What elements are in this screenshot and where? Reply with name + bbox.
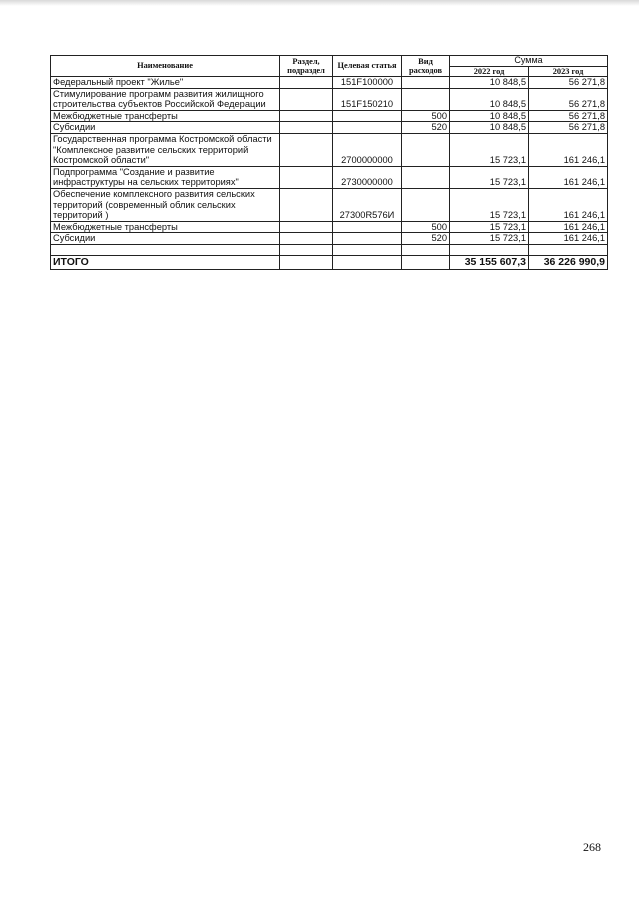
empty-cell xyxy=(280,244,333,255)
cell-type xyxy=(402,88,450,110)
table-row xyxy=(51,221,608,233)
empty-cell xyxy=(280,255,333,269)
cell-name: Обеспечение комплексного развития сельских территорий (современный облик сельских территорий ) xyxy=(51,188,280,221)
cell-type xyxy=(402,133,450,166)
cell-type xyxy=(402,77,450,89)
spacer-row xyxy=(51,244,608,255)
cell-2022: 15 723,1 xyxy=(450,133,529,166)
header-section: Раздел, подраздел xyxy=(280,56,333,77)
budget-table xyxy=(50,55,608,270)
cell-type: 500 xyxy=(402,110,450,122)
cell-type: 520 xyxy=(402,122,450,134)
cell-section xyxy=(280,166,333,188)
cell-name: Стимулирование программ развития жилищного строительства субъектов Российской Федерации xyxy=(51,88,280,110)
cell-2022: 15 723,1 xyxy=(450,233,529,245)
cell-2023: 56 271,8 xyxy=(529,77,608,89)
cell-target: 2730000000 xyxy=(333,166,402,188)
header-name: Наименование xyxy=(51,56,280,77)
table-row xyxy=(51,166,608,188)
total-label: ИТОГО xyxy=(51,255,280,269)
cell-2022: 15 723,1 xyxy=(450,188,529,221)
cell-2022: 10 848,5 xyxy=(450,77,529,89)
table-row xyxy=(51,110,608,122)
cell-target xyxy=(333,122,402,134)
cell-section xyxy=(280,122,333,134)
cell-name: Субсидии xyxy=(51,233,280,245)
cell-name: Субсидии xyxy=(51,122,280,134)
cell-type: 500 xyxy=(402,221,450,233)
cell-2023: 161 246,1 xyxy=(529,233,608,245)
cell-2022: 10 848,5 xyxy=(450,110,529,122)
empty-cell xyxy=(450,244,529,255)
cell-section xyxy=(280,233,333,245)
total-2023: 36 226 990,9 xyxy=(529,255,608,269)
page-number: 268 xyxy=(583,840,601,854)
table-row xyxy=(51,77,608,89)
empty-cell xyxy=(529,244,608,255)
cell-2022: 10 848,5 xyxy=(450,122,529,134)
header-sum: Сумма xyxy=(450,56,608,67)
cell-2022: 15 723,1 xyxy=(450,221,529,233)
empty-cell xyxy=(333,255,402,269)
cell-2023: 161 246,1 xyxy=(529,133,608,166)
table-row xyxy=(51,233,608,245)
total-2022: 35 155 607,3 xyxy=(450,255,529,269)
cell-section xyxy=(280,77,333,89)
cell-section xyxy=(280,133,333,166)
cell-2022: 15 723,1 xyxy=(450,166,529,188)
cell-target: 27300R576И xyxy=(333,188,402,221)
cell-target xyxy=(333,110,402,122)
header-row-1 xyxy=(51,56,608,67)
empty-cell xyxy=(333,244,402,255)
cell-section xyxy=(280,221,333,233)
header-target: Целевая статья xyxy=(333,56,402,77)
cell-section xyxy=(280,110,333,122)
cell-2023: 161 246,1 xyxy=(529,188,608,221)
table-row xyxy=(51,133,608,166)
table-row xyxy=(51,88,608,110)
cell-target xyxy=(333,221,402,233)
cell-target: 2700000000 xyxy=(333,133,402,166)
cell-2023: 161 246,1 xyxy=(529,221,608,233)
empty-cell xyxy=(402,255,450,269)
cell-2022: 10 848,5 xyxy=(450,88,529,110)
table-row xyxy=(51,122,608,134)
cell-target: 151F100000 xyxy=(333,77,402,89)
cell-target xyxy=(333,233,402,245)
cell-name: Межбюджетные трансферты xyxy=(51,221,280,233)
cell-type: 520 xyxy=(402,233,450,245)
header-year-2022: 2022 год xyxy=(450,66,529,77)
empty-cell xyxy=(51,244,280,255)
scan-edge xyxy=(0,0,639,6)
total-row xyxy=(51,255,608,269)
cell-section xyxy=(280,188,333,221)
cell-type xyxy=(402,188,450,221)
cell-name: Подпрограмма "Создание и развитие инфраструктуры на сельских территориях" xyxy=(51,166,280,188)
cell-2023: 161 246,1 xyxy=(529,166,608,188)
cell-target: 151F150210 xyxy=(333,88,402,110)
cell-2023: 56 271,8 xyxy=(529,110,608,122)
header-type: Вид расходов xyxy=(402,56,450,77)
cell-name: Межбюджетные трансферты xyxy=(51,110,280,122)
cell-2023: 56 271,8 xyxy=(529,88,608,110)
cell-2023: 56 271,8 xyxy=(529,122,608,134)
table-row xyxy=(51,188,608,221)
header-year-2023: 2023 год xyxy=(529,66,608,77)
empty-cell xyxy=(402,244,450,255)
cell-section xyxy=(280,88,333,110)
cell-name: Государственная программа Костромской области "Комплексное развитие сельских территорий Костромской области" xyxy=(51,133,280,166)
cell-type xyxy=(402,166,450,188)
cell-name: Федеральный проект "Жилье" xyxy=(51,77,280,89)
